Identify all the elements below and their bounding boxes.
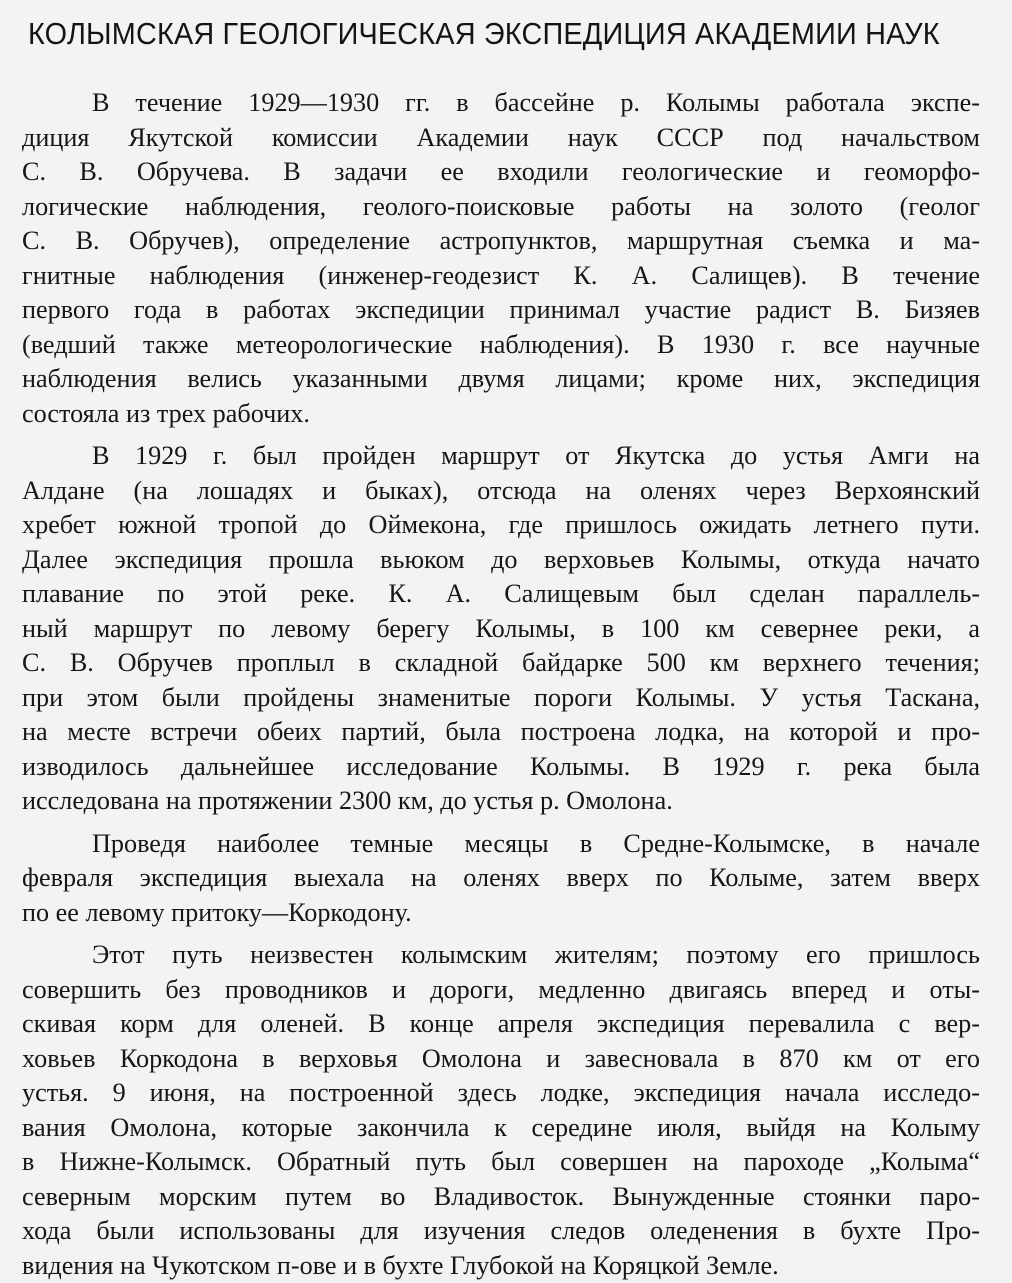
text-line: В течение 1929—1930 гг. в бассейне р. Колымы работала экспе-	[22, 86, 980, 121]
text-line: С. В. Обручев проплыл в складной байдарке 500 км верхнего течения;	[22, 646, 980, 681]
text-line: логические наблюдения, геолого-поисковые работы на золото (геолог	[22, 190, 980, 225]
text-line: исследована на протяжении 2300 км, до устья р. Омолона.	[22, 784, 980, 819]
text-line: С. В. Обручева. В задачи ее входили геологические и геоморфо-	[22, 155, 980, 190]
text-line: состояла из трех рабочих.	[22, 397, 980, 432]
text-line: устья. 9 июня, на построенной здесь лодке, экспедиция начала исследо-	[22, 1076, 980, 1111]
text-line: совершить без проводников и дороги, медленно двигаясь вперед и оты-	[22, 973, 980, 1008]
text-line: диция Якутской комиссии Академии наук СССР под начальством	[22, 121, 980, 156]
text-line: Этот путь неизвестен колымским жителям; поэтому его пришлось	[22, 938, 980, 973]
text-line: гнитные наблюдения (инженер-геодезист К. А. Салищев). В течение	[22, 259, 980, 294]
text-line: вания Омолона, которые закончила к середине июля, выйдя на Колыму	[22, 1111, 980, 1146]
text-line: северным морским путем во Владивосток. Вынужденные стоянки паро-	[22, 1180, 980, 1215]
text-line: скивая корм для оленей. В конце апреля экспедиция перевалила с вер-	[22, 1007, 980, 1042]
paragraph-4	[22, 938, 980, 1283]
text-line: Далее экспедиция прошла вьюком до верховьев Колымы, откуда начато	[22, 543, 980, 578]
text-line: по ее левому притоку—Коркодону.	[22, 896, 980, 931]
text-line: в Нижне-Колымск. Обратный путь был совершен на пароходе „Колыма“	[22, 1145, 980, 1180]
article-title: КОЛЫМСКАЯ ГЕОЛОГИЧЕСКАЯ ЭКСПЕДИЦИЯ АКАДЕМИИ НАУК	[28, 14, 925, 54]
text-line: В 1929 г. был пройден маршрут от Якутска до устья Амги на	[22, 439, 980, 474]
text-line: наблюдения велись указанными двумя лицами; кроме них, экспедиция	[22, 362, 980, 397]
text-line: хода были использованы для изучения следов оледенения в бухте Про-	[22, 1214, 980, 1249]
text-line: Алдане (на лошадях и быках), отсюда на оленях через Верхоянский	[22, 474, 980, 509]
text-line: при этом были пройдены знаменитые пороги Колымы. У устья Таскана,	[22, 681, 980, 716]
text-line: С. В. Обручев), определение астропунктов, маршрутная съемка и ма-	[22, 224, 980, 259]
text-line: первого года в работах экспедиции принимал участие радист В. Бизяев	[22, 293, 980, 328]
text-line: видения на Чукотском п-ове и в бухте Глубокой на Коряцкой Земле.	[22, 1249, 980, 1283]
paragraph-1	[22, 86, 980, 431]
text-line: хребет южной тропой до Оймекона, где пришлось ожидать летнего пути.	[22, 508, 980, 543]
text-line: февраля экспедиция выехала на оленях вверх по Колыме, затем вверх	[22, 861, 980, 896]
text-line: на месте встречи обеих партий, была построена лодка, на которой и про-	[22, 715, 980, 750]
text-line: (ведший также метеорологические наблюдения). В 1930 г. все научные	[22, 328, 980, 363]
text-line: плавание по этой реке. К. А. Салищевым был сделан параллель-	[22, 577, 980, 612]
article-body	[22, 86, 980, 1283]
text-line: изводилось дальнейшее исследование Колымы. В 1929 г. река была	[22, 750, 980, 785]
text-line: ховьев Коркодона в верховья Омолона и завесновала в 870 км от его	[22, 1042, 980, 1077]
text-line: ный маршрут по левому берегу Колымы, в 100 км севернее реки, а	[22, 612, 980, 647]
paragraph-3	[22, 827, 980, 931]
paragraph-2	[22, 439, 980, 819]
text-line: Проведя наиболее темные месяцы в Средне-Колымске, в начале	[22, 827, 980, 862]
